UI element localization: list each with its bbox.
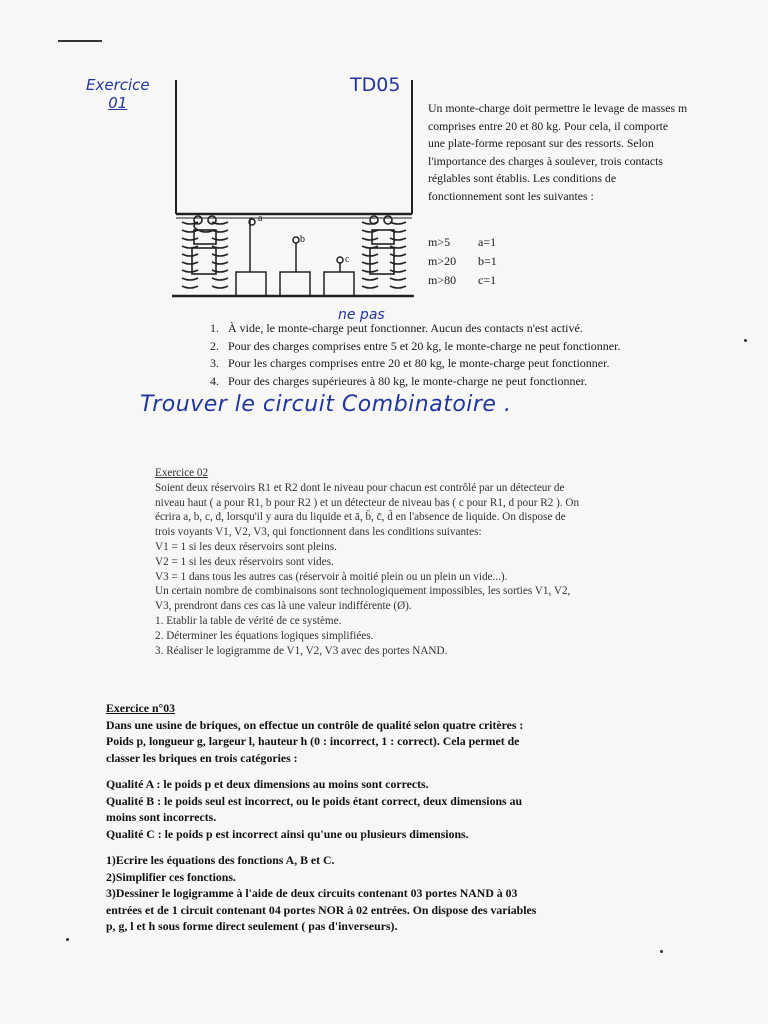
exercise2-line: V3 = 1 dans tous les autres cas (réservoir à moitié plein ou un plein un vide...). [155, 570, 508, 583]
exercise2-line: écrira a, b, c, d, lorsqu'il y aura du liquide et ā, b̄, c̄, d̄ en l'absence de liquide. On dispose de [155, 511, 566, 524]
exercise2-line: V3, prendront dans ces cas là une valeur indifférente (Ø). [155, 600, 412, 613]
exercise3-intro-line: classer les briques en trois catégories : [106, 750, 298, 765]
quality-line: moins sont incorrects. [106, 810, 217, 824]
exercise2-line: V1 = 1 si les deux réservoirs sont pleins. [155, 540, 337, 553]
speck [660, 950, 663, 953]
speck [66, 938, 69, 941]
list-item: 4. Pour des charges supérieures à 80 kg, le monte-charge ne peut fonctionner. [210, 373, 588, 388]
speck [744, 339, 747, 342]
exercise1-description: Un monte-charge doit permettre le levage de masses m comprises entre 20 et 80 kg. Pour cela, il comporte une plate-forme reposant sur des ressorts. Selon l'importance des charges à soulever, trois contacts réglables sont établis. Les conditions de fonctionnement sont les suivantes : [428, 101, 688, 203]
exercise2-line: Soient deux réservoirs R1 et R2 dont le niveau pour chacun est contrôlé par un détecteur de [155, 481, 565, 494]
quality-line: Qualité B : le poids seul est incorrect, ou le poids étant correct, deux dimensions au [106, 793, 523, 808]
td-number-label: TD05 [350, 74, 401, 96]
task-line: 3)Dessiner le logigramme à l'aide de deux circuits contenant 03 portes NAND à 03 [106, 886, 518, 900]
exercise2-block [155, 466, 665, 658]
quality-line: Qualité C : le poids p est incorrect ainsi qu'une ou plusieurs dimensions. [106, 826, 469, 841]
contact-conditions [428, 233, 497, 290]
condition-row: m>5 a=1 [428, 235, 497, 249]
exercise2-title: Exercice 02 [155, 467, 209, 479]
exercise3-intro-line: Dans une usine de briques, on effectue un contrôle de qualité selon quatre critères : [106, 717, 524, 732]
handwritten-insert: ne pas [338, 307, 385, 323]
exercise3-intro-line: Poids p, longueur g, largeur l, hauteur h (0 : incorrect, 1 : correct). Cela permet de [106, 734, 520, 748]
freight-elevator-diagram [168, 80, 418, 300]
list-item: 2. Pour des charges comprises entre 5 et 20 kg, le monte-charge ne peut fonctionner. [210, 338, 621, 353]
contact-a-label: a [258, 213, 263, 224]
exercise1-tag-word: Exercice [86, 76, 150, 94]
exercise2-line: 2. Déterminer les équations logiques simplifiées. [155, 629, 374, 642]
handwritten-task: Trouver le circuit Combinatoire . [140, 392, 512, 417]
list-item: 3. Pour les charges comprises entre 20 et 80 kg, le monte-charge peut fonctionner. [210, 356, 610, 370]
condition-row: m>80 c=1 [428, 273, 497, 287]
exercise3-block [106, 700, 631, 935]
exercise2-line: V2 = 1 si les deux réservoirs sont vides. [155, 555, 334, 568]
exercise1-conditions-list [210, 320, 700, 390]
exercise2-line: trois voyants V1, V2, V3, qui fonctionnent dans les conditions suivantes: [155, 526, 482, 539]
elevator-drawing [168, 80, 418, 300]
condition-row: m>20 b=1 [428, 254, 497, 268]
exercise1-handwritten-tag [86, 76, 150, 112]
exercise2-line: niveau haut ( a pour R1, b pour R2 ) et un détecteur de niveau bas ( c pour R1, d pour R2 ). On [155, 496, 580, 509]
exercise2-line: 3. Réaliser le logigramme de V1, V2, V3 avec des portes NAND. [155, 644, 448, 657]
list-item: 1. À vide, le monte-charge peut fonctionner. Aucun des contacts n'est activé. [210, 321, 583, 335]
quality-line: Qualité A : le poids p et deux dimensions au moins sont corrects. [106, 777, 429, 791]
task-line: entrées et de 1 circuit contenant 04 portes NOR à 02 entrées. On dispose des variables [106, 902, 537, 917]
page-mark-line [58, 40, 102, 42]
task-line: 1)Ecrire les équations des fonctions A, B et C. [106, 853, 335, 867]
exercise2-line: Un certain nombre de combinaisons sont technologiquement impossibles, les sorties V1, V2, [155, 585, 571, 598]
exercise1-tag-number: 01 [108, 94, 128, 112]
task-line: 2)Simplifier ces fonctions. [106, 869, 236, 884]
contact-b-label: b [300, 234, 305, 245]
exercise3-title: Exercice n°03 [106, 701, 176, 715]
task-line: p, g, l et h sous forme direct seulement ( pas d'inverseurs). [106, 919, 398, 933]
contact-c-label: c [345, 254, 350, 265]
bleed-through-text [678, 60, 768, 960]
exercise2-line: 1. Etablir la table de vérité de ce système. [155, 614, 342, 627]
